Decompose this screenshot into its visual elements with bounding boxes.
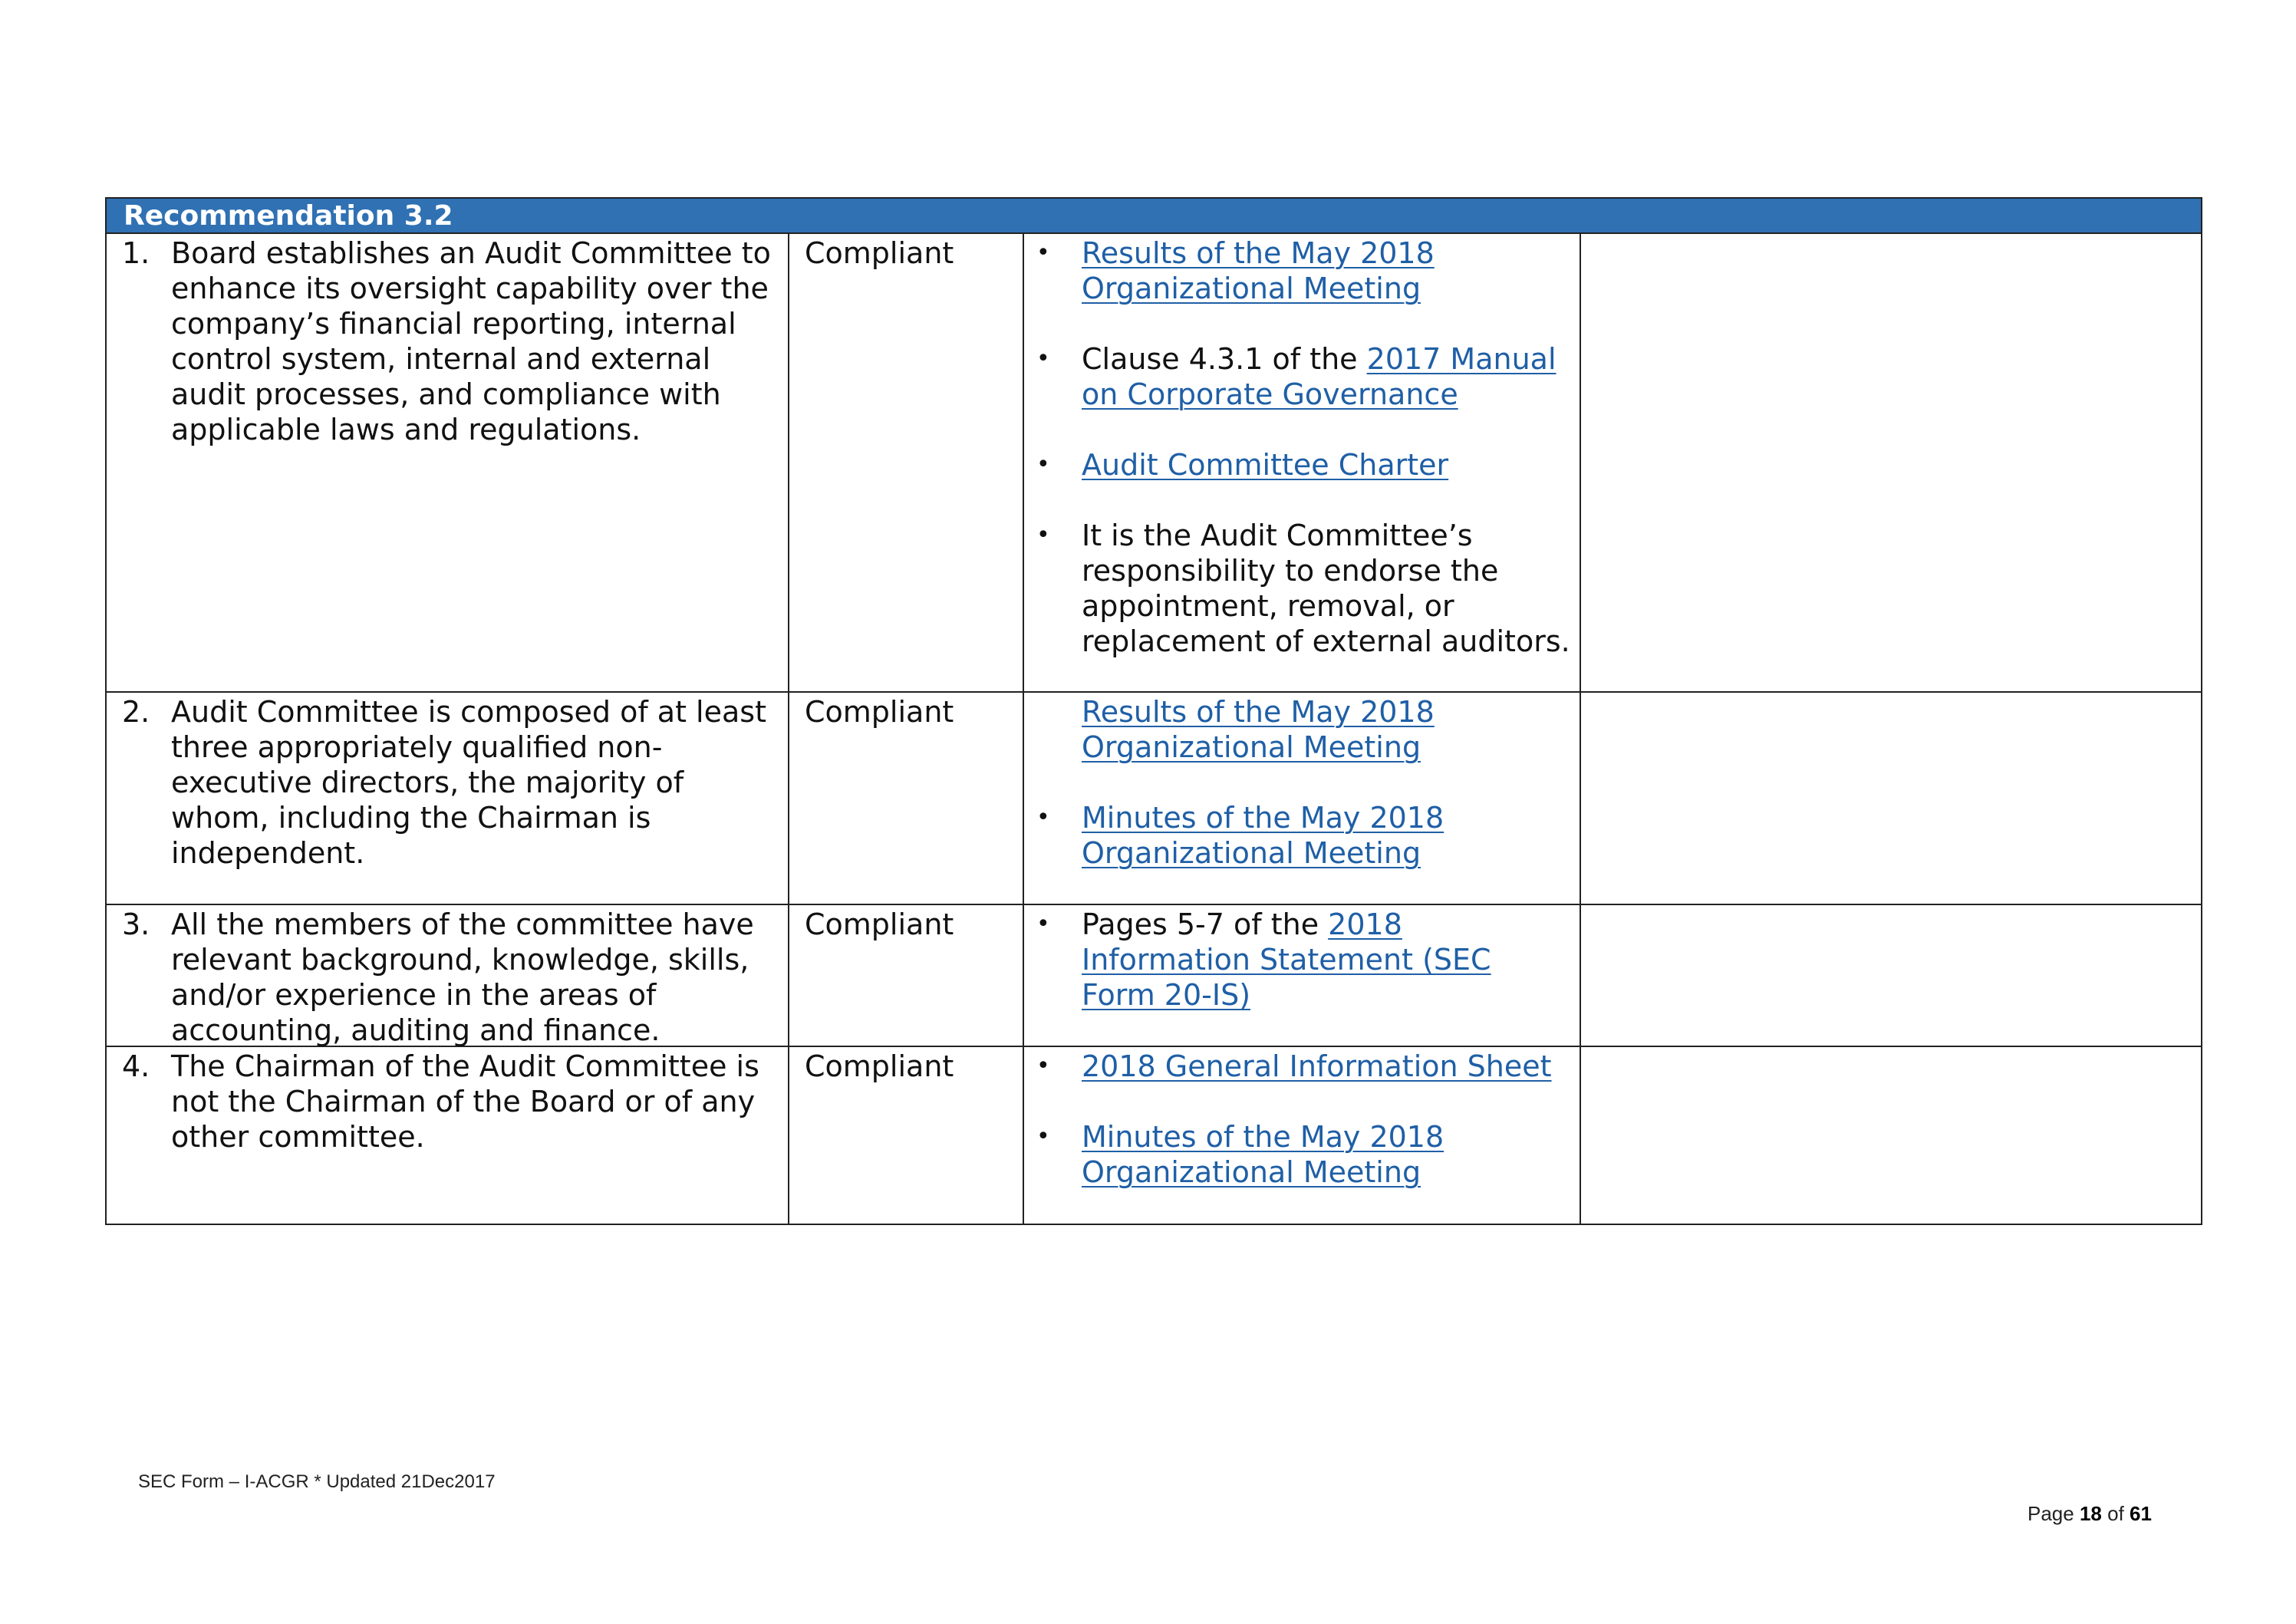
evidence-link[interactable]: 2017 Manual on Corporate Governance	[1082, 342, 1556, 411]
recommendation-cell	[107, 693, 789, 904]
bullet-icon: •	[1036, 1123, 1050, 1150]
evidence-item	[1032, 236, 1572, 306]
evidence-item	[1032, 694, 1572, 765]
evidence-cell	[1024, 1047, 1581, 1224]
evidence-text: It is the Audit Committee’s responsibility to endorse the appointment, removal, or replacement of external auditors.	[1082, 519, 1570, 658]
page-total: 61	[2130, 1502, 2152, 1525]
bullet-icon: •	[1036, 451, 1050, 478]
evidence-link[interactable]: Minutes of the May 2018 Organizational Meeting	[1082, 1120, 1444, 1189]
evidence-cell	[1024, 693, 1581, 904]
table-row	[107, 904, 2201, 1046]
page-of: of	[2107, 1502, 2124, 1525]
evidence-link[interactable]: 2018 General Information Sheet	[1082, 1049, 1552, 1083]
remarks-cell	[1581, 234, 2201, 691]
status-cell: Compliant	[789, 1047, 1024, 1224]
evidence-item	[1032, 1119, 1572, 1190]
evidence-cell	[1024, 234, 1581, 691]
evidence-link[interactable]: 2018 Information Statement (SEC Form 20-IS)	[1082, 908, 1491, 1012]
page-current: 18	[2079, 1502, 2102, 1525]
status-cell: Compliant	[789, 234, 1024, 691]
form-label: SEC Form – I-ACGR * Updated 21Dec2017	[138, 1471, 496, 1492]
row-number: 2.	[122, 695, 150, 729]
bullet-icon: •	[1036, 239, 1050, 266]
bullet-icon: •	[1036, 911, 1050, 937]
evidence-text: Clause 4.3.1 of the	[1082, 342, 1367, 376]
table-row	[107, 234, 2201, 691]
table-row	[107, 1046, 2201, 1224]
evidence-item	[1032, 341, 1572, 412]
evidence-item	[1032, 447, 1572, 483]
bullet-icon: •	[1036, 804, 1050, 831]
recommendation-cell	[107, 1047, 789, 1224]
evidence-link[interactable]: Minutes of the May 2018 Organizational Meeting	[1082, 801, 1444, 870]
recommendation-cell	[107, 905, 789, 1046]
recommendation-text: The Chairman of the Audit Committee is not the Chairman of the Board or of any other committee.	[171, 1049, 759, 1154]
status-cell: Compliant	[789, 905, 1024, 1046]
evidence-link[interactable]: Audit Committee Charter	[1082, 448, 1449, 482]
recommendation-table	[105, 197, 2202, 1225]
recommendation-text: All the members of the committee have relevant background, knowledge, skills, and/or experience in the areas of accounting, auditing and finance.	[171, 908, 754, 1047]
evidence-link[interactable]: Results of the May 2018 Organizational Meeting	[1082, 695, 1435, 764]
evidence-link[interactable]: Results of the May 2018 Organizational Meeting	[1082, 236, 1435, 305]
evidence-cell	[1024, 905, 1581, 1046]
bullet-icon: •	[1036, 345, 1050, 372]
page-word: Page	[2028, 1502, 2074, 1525]
recommendation-text: Board establishes an Audit Committee to enhance its oversight capability over the company’s financial reporting, internal control system, internal and external audit processes, and compliance with applicable laws and regulations.	[171, 236, 771, 446]
remarks-cell	[1581, 905, 2201, 1046]
row-number: 4.	[122, 1049, 150, 1083]
remarks-cell	[1581, 693, 2201, 904]
evidence-item	[1032, 800, 1572, 871]
evidence-item	[1032, 1049, 1572, 1084]
evidence-item	[1032, 907, 1572, 1013]
section-header: Recommendation 3.2	[107, 199, 2201, 234]
row-number: 3.	[122, 908, 150, 941]
bullet-icon: •	[1036, 1052, 1050, 1079]
page-number	[2028, 1502, 2152, 1526]
row-number: 1.	[122, 236, 150, 270]
evidence-item	[1032, 518, 1572, 659]
remarks-cell	[1581, 1047, 2201, 1224]
bullet-icon: •	[1036, 522, 1050, 548]
recommendation-cell	[107, 234, 789, 691]
table-row	[107, 691, 2201, 904]
status-cell: Compliant	[789, 693, 1024, 904]
evidence-text: Pages 5-7 of the	[1082, 908, 1329, 941]
bullet-icon	[1032, 694, 1082, 765]
recommendation-text: Audit Committee is composed of at least three appropriately qualified non-executive directors, the majority of whom, including the Chairman is independent.	[171, 695, 766, 870]
